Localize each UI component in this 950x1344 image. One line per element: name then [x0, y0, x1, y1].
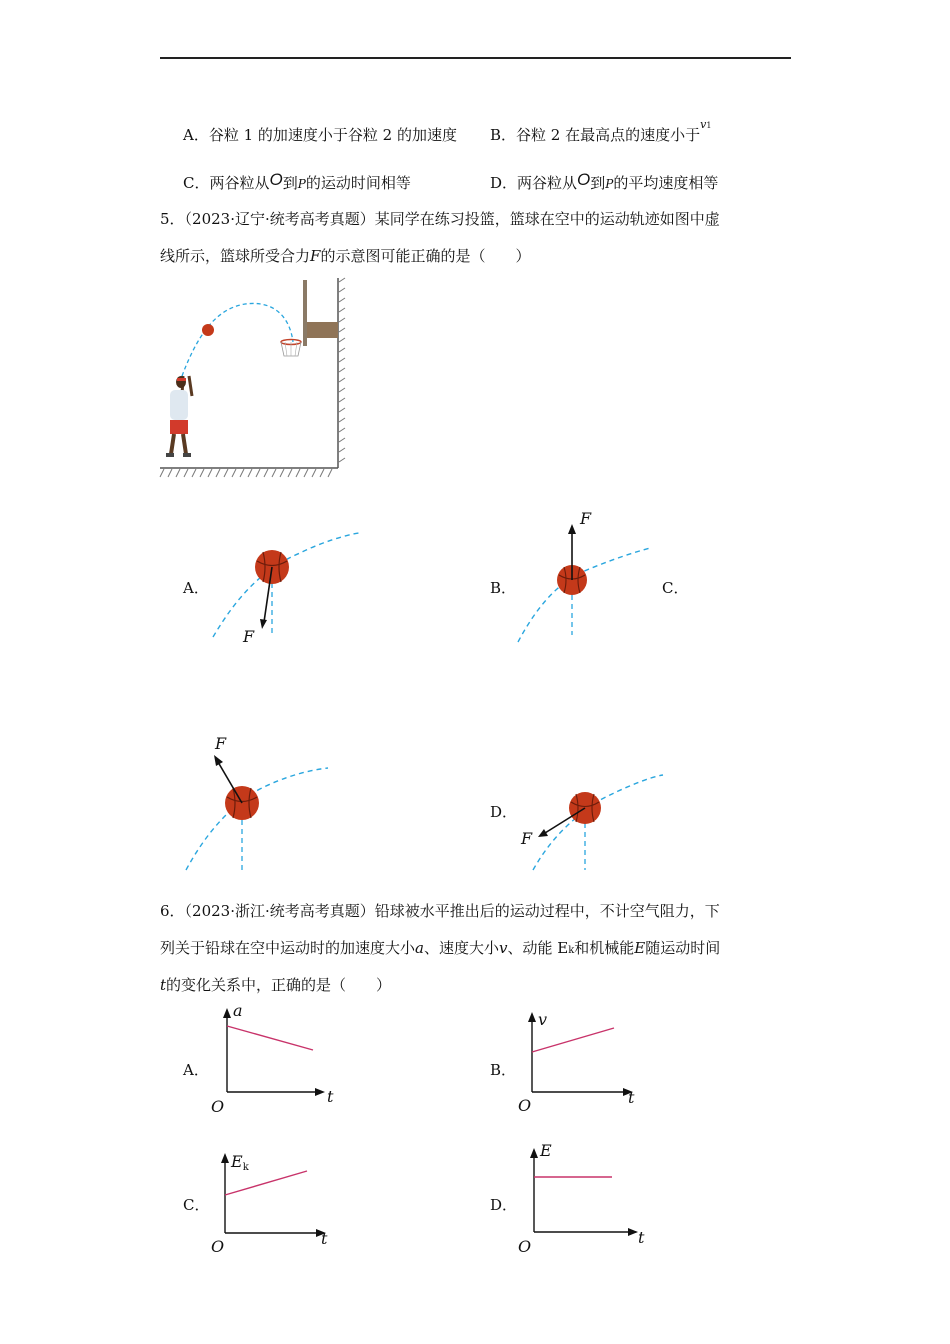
q5-line2-pre: 线所示，篮球所受合力: [160, 247, 311, 265]
q6-line2-d: 和机械能: [574, 939, 635, 957]
q6-graph-d: [510, 1140, 655, 1260]
q4-c-post: 的运动时间相等: [305, 174, 411, 192]
q6-b-origin: O: [518, 1096, 532, 1115]
q6-line2-pre: 列关于铅球在空中运动时的加速度大小: [160, 939, 416, 957]
q4-c-o: O: [269, 170, 283, 189]
q6-line3-t: t: [160, 976, 167, 994]
q5-stem-line2: [160, 246, 530, 266]
q4-d-post: 的平均速度相等: [613, 174, 719, 192]
q6-line3-post: 的变化关系中，正确的是（ ）: [166, 976, 392, 994]
q6-c-origin: O: [211, 1237, 225, 1256]
q5-a-force-label: F: [243, 627, 255, 646]
q5-option-c-label[interactable]: C．: [662, 579, 689, 597]
q6-line2-e-symbol: E: [634, 939, 646, 957]
q5-diagram-b: [510, 510, 660, 650]
q4-d-pre: D．两谷粒从: [490, 174, 578, 192]
q5-b-force-label: F: [580, 509, 592, 528]
q5-option-b-label[interactable]: B．: [490, 579, 517, 597]
q6-line2-b: 、速度大小: [423, 939, 499, 957]
q4-d-o: O: [577, 170, 591, 189]
q6-stem-line3: [160, 975, 391, 995]
q6-d-y-label: E: [540, 1141, 552, 1160]
q4-option-b-sub: 1: [706, 121, 712, 130]
q4-option-b[interactable]: [490, 118, 712, 148]
q5-line2-f: F: [310, 247, 321, 265]
q4-option-d[interactable]: [490, 170, 719, 194]
q6-line2-e: 随运动时间: [645, 939, 721, 957]
q6-c-y-label: Ek: [231, 1152, 249, 1173]
q5-diagram-d: [515, 765, 675, 875]
q6-line2-a: a: [415, 939, 424, 957]
q4-d-mid: 到: [590, 174, 606, 192]
header-rule: [160, 57, 791, 59]
q6-d-x-label: t: [638, 1228, 645, 1247]
q6-option-a-label[interactable]: A．: [183, 1061, 209, 1079]
q6-graph-a: [205, 1000, 345, 1120]
q5-c-force-label: F: [215, 734, 227, 753]
q5-diagram-a: [205, 525, 365, 650]
q4-d-p: P: [605, 177, 614, 191]
q5-option-a-label[interactable]: A．: [183, 579, 209, 597]
q6-line2-v: v: [498, 939, 508, 957]
q4-c-pre: C．两谷粒从: [183, 174, 270, 192]
q6-d-origin: O: [518, 1237, 532, 1256]
q6-line2-k: k: [568, 945, 575, 956]
q5-line2-post: 的示意图可能正确的是（ ）: [320, 247, 531, 265]
q5-option-d-label[interactable]: D．: [490, 803, 518, 821]
q6-graph-b: [510, 1000, 650, 1120]
q6-b-y-label: v: [538, 1010, 548, 1029]
q4-option-c[interactable]: [183, 170, 411, 194]
q6-a-y-label: a: [233, 1001, 243, 1020]
q5-d-force-label: F: [521, 829, 533, 848]
q4-option-b-symbol: v: [700, 118, 707, 131]
q5-stem-line1: 5．（2023·辽宁·统考高考真题）某同学在练习投篮，篮球在空中的运动轨迹如图中虚: [160, 210, 720, 228]
basketball-scene-figure: [160, 278, 350, 480]
q4-option-a[interactable]: A．谷粒 1 的加速度小于谷粒 2 的加速度: [183, 126, 457, 144]
q4-option-b-text: B．谷粒 2 在最高点的速度小于: [490, 126, 701, 144]
player-figure: [166, 376, 192, 457]
q6-option-b-label[interactable]: B．: [490, 1061, 517, 1079]
q6-stem-line1: 6．（2023·浙江·统考高考真题）铅球被水平推出后的运动过程中，不计空气阻力，下: [160, 902, 720, 920]
q4-c-p: P: [297, 177, 306, 191]
q6-b-x-label: t: [628, 1088, 635, 1107]
q6-graph-c: [205, 1145, 345, 1260]
q6-c-x-label: t: [321, 1229, 328, 1248]
q6-a-x-label: t: [327, 1087, 334, 1106]
q5-diagram-c: [180, 730, 340, 875]
q4-c-mid: 到: [282, 174, 298, 192]
q6-stem-line2: [160, 938, 720, 961]
q6-a-origin: O: [211, 1097, 225, 1116]
q6-option-c-label[interactable]: C．: [183, 1196, 210, 1214]
q6-option-d-label[interactable]: D．: [490, 1196, 518, 1214]
q6-line2-c: 、动能 E: [507, 939, 569, 957]
